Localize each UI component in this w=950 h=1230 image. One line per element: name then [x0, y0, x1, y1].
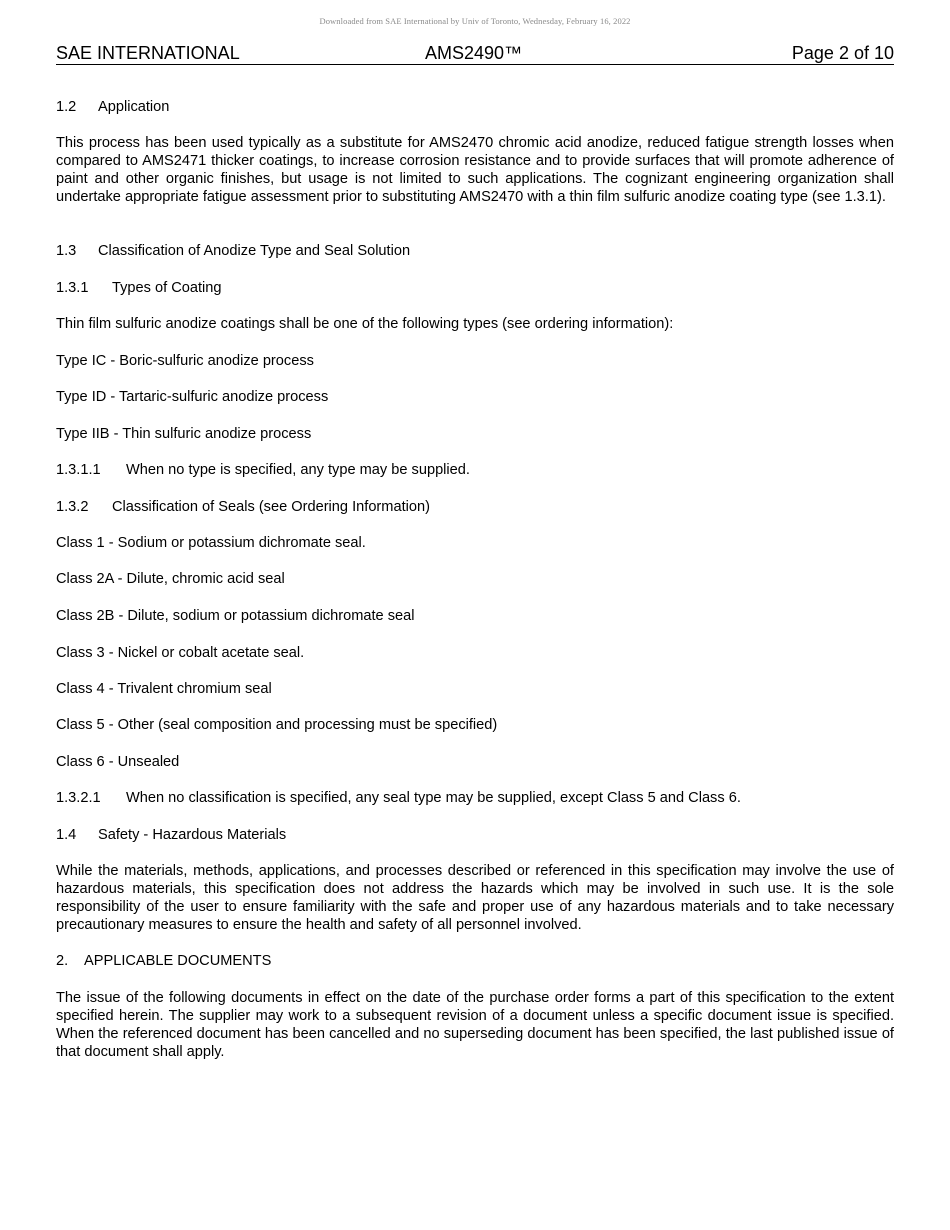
heading-title: Safety - Hazardous Materials: [98, 827, 287, 843]
clause-text: When no classification is specified, any seal type may be supplied, except Class 5 and Class 6.: [126, 790, 741, 806]
heading-title: Application: [98, 99, 170, 115]
heading-number: 1.3: [56, 243, 77, 259]
heading-title: APPLICABLE DOCUMENTS: [84, 953, 272, 969]
class-item: Class 2B - Dilute, sodium or potassium dichromate seal: [56, 608, 415, 624]
class-item: Class 6 - Unsealed: [56, 754, 180, 770]
type-item: Type IC - Boric-sulfuric anodize process: [56, 353, 314, 369]
heading-number: 2.: [56, 953, 69, 969]
header-page-number: Page 2 of 10: [791, 43, 894, 63]
class-item: Class 2A - Dilute, chromic acid seal: [56, 571, 285, 587]
heading-number: 1.3.1: [56, 280, 89, 296]
heading-title: Classification of Seals (see Ordering Information): [112, 499, 430, 515]
heading-1-4: [56, 826, 894, 844]
clause-number: 1.3.1.1: [56, 462, 101, 478]
clause-1-3-1-1: [56, 461, 894, 479]
paragraph-types-intro: Thin film sulfuric anodize coatings shall be one of the following types (see ordering information):: [56, 316, 674, 332]
clause-number: 1.3.2.1: [56, 790, 101, 806]
paragraph-applicable-documents: The issue of the following documents in effect on the date of the purchase order forms a part of this specification to the extent specified herein. The supplier may work to a subsequent revision of a document unless a specific document issue is specified. When the referenced document has been cancelled and no superseding document has been specified, the last published issue of that document shall apply.: [56, 990, 894, 1060]
heading-1-2: [56, 98, 894, 116]
heading-1-3-2: [56, 498, 894, 516]
type-item: Type ID - Tartaric-sulfuric anodize process: [56, 389, 329, 405]
heading-number: 1.2: [56, 99, 77, 115]
heading-1-3-1: [56, 279, 894, 297]
header-doc-id: AMS2490™: [425, 43, 523, 63]
heading-title: Classification of Anodize Type and Seal Solution: [98, 243, 411, 259]
class-item: Class 4 - Trivalent chromium seal: [56, 681, 272, 697]
heading-1-3: [56, 242, 894, 260]
class-item: Class 5 - Other (seal composition and processing must be specified): [56, 717, 498, 733]
paragraph-safety: While the materials, methods, applications, and processes described or referenced in this specification may involve the use of hazardous materials, this specification does not address the hazards which may be involved in such use. It is the sole responsibility of the user to ensure familiarity with the safe and proper use of any hazardous materials and to take necessary precautionary measures to ensure the health and safety of all personnel involved.: [56, 863, 894, 933]
header-org: SAE INTERNATIONAL: [56, 43, 240, 63]
download-watermark: Downloaded from SAE International by Univ of Toronto, Wednesday, February 16, 2022: [319, 16, 631, 26]
type-item: Type IIB - Thin sulfuric anodize process: [56, 426, 312, 442]
class-item: Class 1 - Sodium or potassium dichromate seal.: [56, 535, 366, 551]
clause-text: When no type is specified, any type may be supplied.: [126, 462, 470, 478]
class-item: Class 3 - Nickel or cobalt acetate seal.: [56, 645, 305, 661]
heading-number: 1.3.2: [56, 499, 89, 515]
page-header: [56, 43, 894, 65]
clause-1-3-2-1: [56, 789, 894, 807]
heading-number: 1.4: [56, 827, 77, 843]
heading-title: Types of Coating: [112, 280, 222, 296]
heading-2: [56, 952, 894, 970]
paragraph-application: This process has been used typically as a substitute for AMS2470 chromic acid anodize, reduced fatigue strength losses when compared to AMS2471 thicker coatings, to increase corrosion resistance and to provide surfaces that will promote adherence of paint and other organic finishes, but usage is not limited to such applications. The cognizant engineering organization shall undertake appropriate fatigue assessment prior to substituting AMS2470 with a thin film sulfuric anodize coating type (see 1.3.1).: [56, 135, 894, 205]
